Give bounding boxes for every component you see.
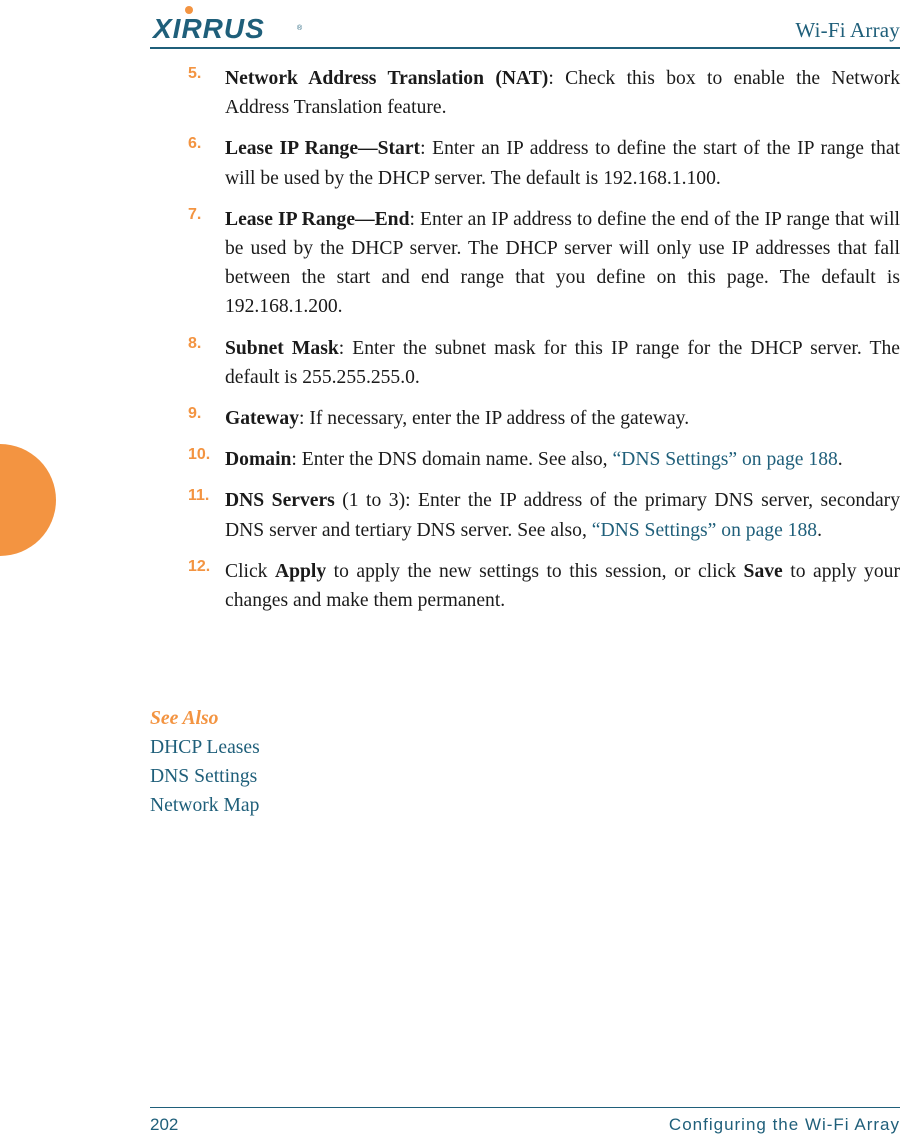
see-also-link-dhcp-leases[interactable]: DHCP Leases [150,737,260,758]
dns-settings-xref-link[interactable]: “DNS Settings” on page 188 [612,449,838,471]
step-number: 10. [188,446,211,464]
step-term: DNS Servers [225,490,335,512]
step-12: 12. Click Apply to apply the new settings to this session, or click Save to apply your changes and make them permanent. [188,557,900,612]
step-number: 12. [188,557,211,575]
step-number: 7. [188,205,202,223]
step-6: 6. Lease IP Range—Start: Enter an IP address to define the start of the IP range that will be used by the DHCP server. The default is 192.168.1.100. [188,135,900,189]
page-number: 202 [150,1115,179,1134]
svg-text:®: ® [297,25,303,32]
chapter-tab-marker [0,444,56,556]
step-8: 8. Subnet Mask: Enter the subnet mask for this IP range for the DHCP server. The default is 255.255.255.0. [188,334,900,388]
svg-text:XIRRUS: XIRRUS [153,13,265,42]
step-number: 9. [188,405,202,423]
apply-term: Apply [274,560,327,582]
step-number: 5. [188,65,202,82]
step-number: 6. [188,135,202,153]
step-10: 10. Domain: Enter the DNS domain name. See also, “DNS Settings” on page 188. [188,446,843,471]
dns-settings-xref-link[interactable]: “DNS Settings” on page 188 [591,519,818,541]
step-number: 11. [188,487,210,505]
step-5: 5. Network Address Translation (NAT): Check this box to enable the Network Address Translation feature. [188,65,900,119]
see-also-section [150,704,260,820]
see-also-link-network-map[interactable]: Network Map [150,795,260,816]
footer-chapter-title: Configuring the Wi-Fi Array [668,1115,900,1134]
step-term: Network Address Translation (NAT) [225,68,549,89]
step-number: 8. [188,334,202,352]
footer-divider [150,1107,900,1108]
step-7: 7. Lease IP Range—End: Enter an IP address to define the end of the IP range that will be used by the DHCP server. The DHCP server will only use IP addresses that fall between the start and end range that you define on this page. The default is 192.168.1.200. [188,205,900,318]
save-term: Save [743,560,783,582]
see-also-link-dns-settings[interactable]: DNS Settings [150,766,258,787]
step-term: Lease IP Range—Start [225,138,421,160]
see-also-heading: See Also [150,708,219,729]
header-title: Wi-Fi Array [795,18,900,42]
xirrus-logo [152,4,304,42]
step-term: Domain [225,449,292,471]
step-9: 9. Gateway: If necessary, enter the IP address of the gateway. [188,405,690,430]
procedure-steps [150,64,900,627]
step-term: Gateway [225,408,300,430]
step-term: Lease IP Range—End [225,208,410,230]
header-divider [150,47,900,49]
step-11: 11. DNS Servers (1 to 3): Enter the IP address of the primary DNS server, secondary DNS server and tertiary DNS server. See also, “DNS Settings” on page 188. [188,487,900,541]
step-term: Subnet Mask [225,337,339,359]
